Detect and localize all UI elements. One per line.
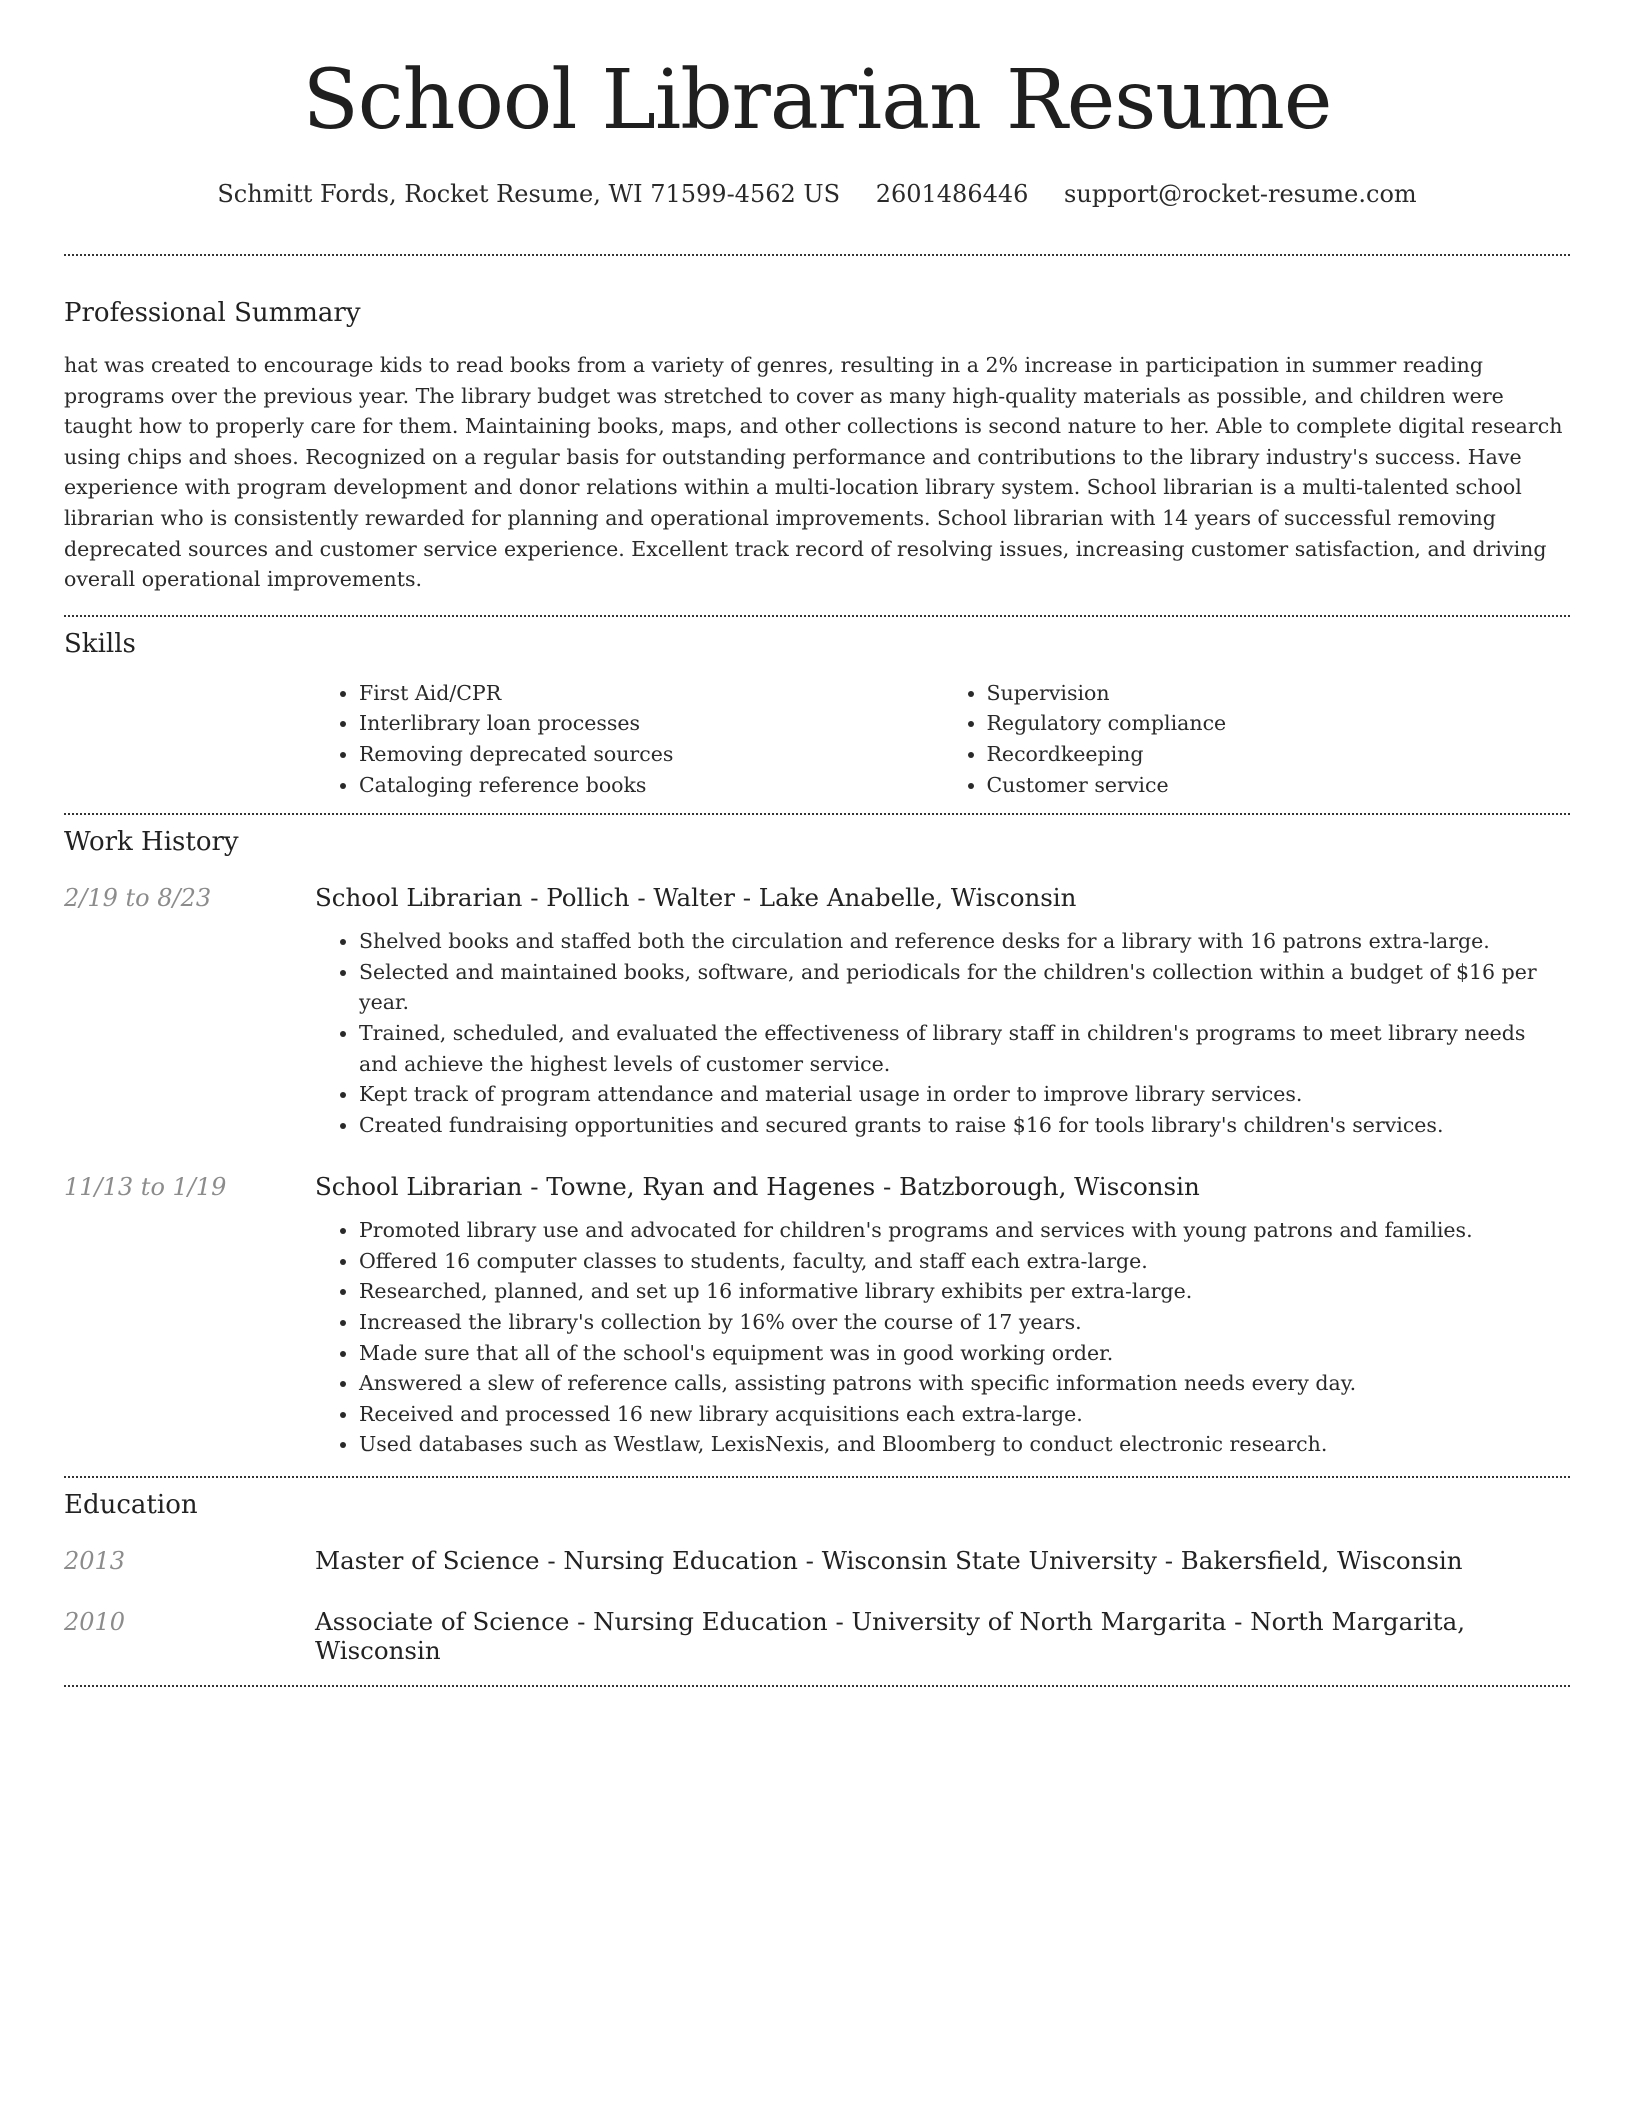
skill-item: • Supervision	[987, 678, 1571, 709]
skill-item: • Regulatory compliance	[987, 708, 1571, 739]
education-detail	[315, 1546, 1463, 1575]
education-year: 2010	[64, 1608, 126, 1637]
education-degree: Associate of Science - Nursing Education	[315, 1607, 828, 1637]
job-dates: 11/13 to 1/19	[64, 1173, 227, 1202]
section-title-skills: Skills	[64, 628, 136, 659]
education-section	[64, 1478, 1570, 1665]
skill-item: • First Aid/CPR	[359, 678, 943, 709]
job-bullet: • Promoted library use and advocated for children's programs and services with young patrons and families.	[359, 1215, 1570, 1246]
skills-list-left	[315, 678, 943, 800]
job-bullet: • Created fundraising opportunities and secured grants to raise $16 for tools library's children's services.	[359, 1110, 1570, 1141]
job-bullets	[315, 1215, 1570, 1460]
job-title: School Librarian - Towne, Ryan and Hagenes - Batzborough, Wisconsin	[315, 1172, 1200, 1202]
skills-section	[64, 617, 1570, 800]
section-title-work: Work History	[64, 827, 239, 858]
job-bullet: • Offered 16 computer classes to students, faculty, and staff each extra-large.	[359, 1246, 1570, 1277]
education-degree: Master of Science - Nursing Education	[315, 1546, 798, 1576]
job-entry	[64, 1172, 1570, 1460]
summary-section	[64, 256, 1570, 595]
contact-address: Schmitt Fords, Rocket Resume, WI 71599-4562 US	[217, 180, 841, 208]
skill-item: • Cataloging reference books	[359, 770, 943, 801]
page-title: School Librarian Resume	[302, 53, 1332, 148]
education-entry	[64, 1546, 1570, 1575]
education-school: - Wisconsin State University - Bakersfield, Wisconsin	[797, 1546, 1463, 1576]
job-bullets	[315, 926, 1570, 1140]
education-year: 2013	[64, 1547, 126, 1576]
skill-item: • Removing deprecated sources	[359, 739, 943, 770]
skill-item: • Recordkeeping	[987, 739, 1571, 770]
job-bullet: • Kept track of program attendance and material usage in order to improve library services.	[359, 1079, 1570, 1110]
education-school: - University of North Margarita - North Margarita, Wisconsin	[315, 1607, 1465, 1666]
job-bullet: • Shelved books and staffed both the circulation and reference desks for a library with 16 patrons extra-large.	[359, 926, 1570, 957]
job-bullet: • Answered a slew of reference calls, assisting patrons with specific information needs every day.	[359, 1368, 1570, 1399]
job-bullet: • Selected and maintained books, software, and periodicals for the children's collection within a budget of $16 per year.	[359, 957, 1570, 1018]
section-title-summary: Professional Summary	[64, 298, 361, 328]
job-bullet: • Trained, scheduled, and evaluated the effectiveness of library staff in children's programs to meet library needs and achieve the highest levels of customer service.	[359, 1018, 1570, 1079]
job-dates: 2/19 to 8/23	[64, 884, 212, 913]
skill-item: • Customer service	[987, 770, 1571, 801]
job-header	[64, 883, 1570, 912]
work-section	[64, 815, 1570, 1460]
contact-phone: 2601486446	[875, 180, 1029, 208]
contact-email: support@rocket-resume.com	[1064, 180, 1417, 208]
job-bullet: • Made sure that all of the school's equipment was in good working order.	[359, 1338, 1570, 1369]
divider	[64, 1685, 1570, 1687]
job-entry	[64, 883, 1570, 1140]
section-title-education: Education	[64, 1490, 198, 1521]
skills-grid	[315, 678, 1570, 800]
resume-page	[64, 0, 1570, 1687]
job-bullet: • Received and processed 16 new library acquisitions each extra-large.	[359, 1399, 1570, 1430]
job-bullet: • Researched, planned, and set up 16 informative library exhibits per extra-large.	[359, 1276, 1570, 1307]
education-detail	[315, 1607, 1570, 1665]
job-title: School Librarian - Pollich - Walter - Lake Anabelle, Wisconsin	[315, 883, 1077, 913]
skill-item: • Interlibrary loan processes	[359, 708, 943, 739]
job-bullet: • Used databases such as Westlaw, LexisNexis, and Bloomberg to conduct electronic research.	[359, 1429, 1570, 1460]
education-entry	[64, 1607, 1570, 1665]
contact-line	[64, 180, 1570, 208]
job-header	[64, 1172, 1570, 1201]
skills-list-right	[943, 678, 1571, 800]
summary-text: hat was created to encourage kids to read books from a variety of genres, resulting in a 2% increase in participation in summer reading programs over the previous year. The library budget was stretched to cover as many high-quality materials as possible, and children were taught how to properly care for them. Maintaining books, maps, and other collections is second nature to her. Able to complete digital research using chips and shoes. Recognized on a regular basis for outstanding performance and contributions to the library industry's success. Have experience with program development and donor relations within a multi-location library system. School librarian is a multi-talented school librarian who is consistently rewarded for planning and operational improvements. School librarian with 14 years of successful removing deprecated sources and customer service experience. Excellent track record of resolving issues, increasing customer satisfaction, and driving overall operational improvements.	[64, 353, 1563, 592]
job-bullet: • Increased the library's collection by 16% over the course of 17 years.	[359, 1307, 1570, 1338]
